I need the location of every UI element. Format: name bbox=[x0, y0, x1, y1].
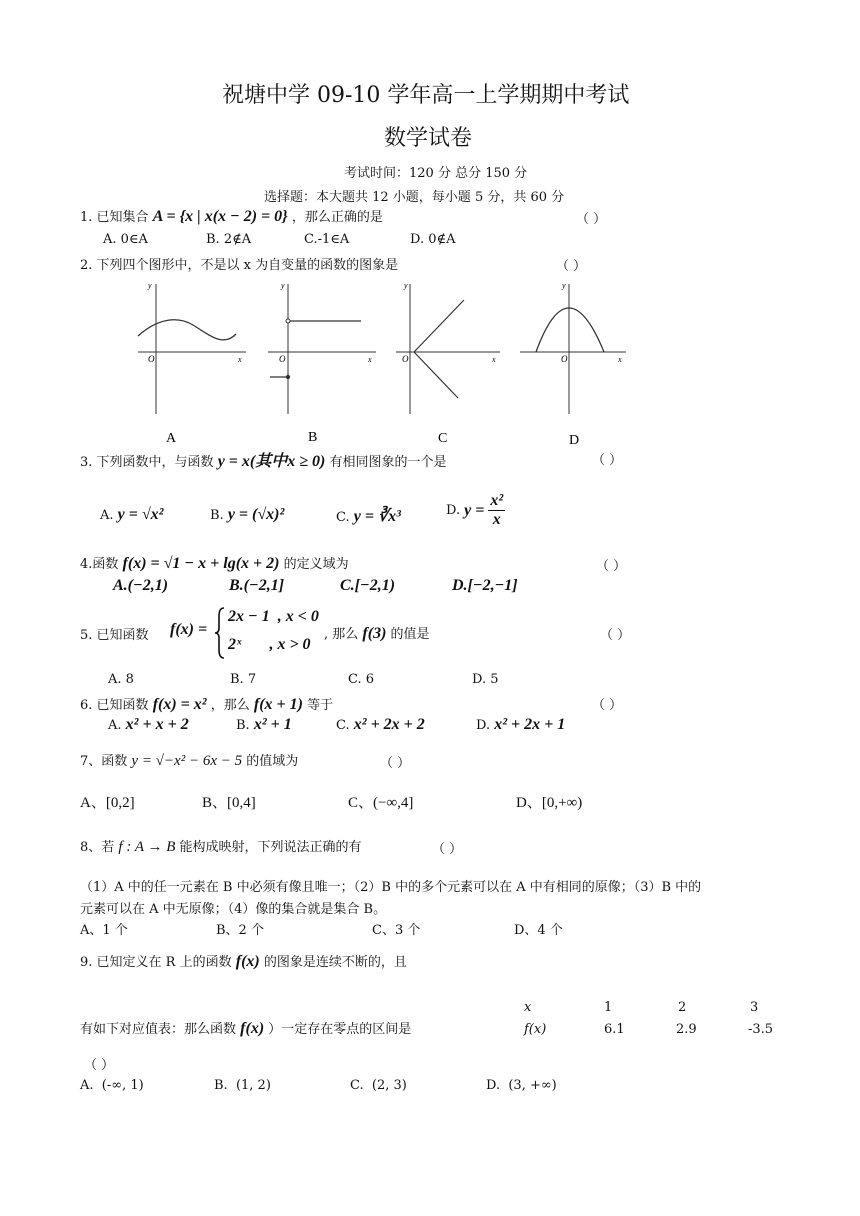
q5-post2: 的值是 bbox=[390, 627, 430, 642]
q1-post: ，那么正确的是 bbox=[291, 210, 383, 225]
q7-option-a: A、[0,2] bbox=[80, 795, 135, 811]
section-header: 选择题：本大题共 12 小题，每小题 5 分，共 60 分 bbox=[264, 190, 565, 205]
graph-c-y: y bbox=[404, 281, 408, 290]
graph-a-y: y bbox=[148, 281, 152, 290]
q6-c-math: x² + 2x + 2 bbox=[353, 716, 425, 733]
q3-math: y = x(其中x ≥ 0) bbox=[217, 453, 326, 470]
graph-label-a: A bbox=[166, 431, 177, 446]
q9-table-row-2: 2.9 bbox=[676, 1022, 697, 1037]
q9-option-a: A. (-∞, 1) bbox=[80, 1078, 144, 1093]
q3-d-numerator: x² bbox=[490, 492, 504, 509]
q6-b-label: B. bbox=[236, 718, 250, 733]
q5-pre: 5. 已知函数 bbox=[80, 628, 149, 643]
q6-d-label: D. bbox=[476, 718, 491, 733]
graph-d-y: y bbox=[562, 281, 566, 290]
q1-math: A = {x | x(x − 2) = 0} bbox=[152, 208, 288, 225]
q9-option-b: B. (1, 2) bbox=[214, 1078, 271, 1093]
q4-pre: 4.函数 bbox=[80, 557, 119, 572]
q9-answer-paren: （ ） bbox=[84, 1058, 115, 1073]
q1-option-b: B. 2∉A bbox=[206, 232, 252, 247]
q3-b-math: y = (√x)² bbox=[227, 506, 285, 523]
q5-brace bbox=[214, 606, 226, 660]
q7-pre: 7、函数 bbox=[80, 754, 128, 769]
q7-math: y = √−x² − 6x − 5 bbox=[131, 753, 243, 769]
graph-label-c: C bbox=[438, 431, 448, 446]
q3-stem bbox=[80, 448, 447, 471]
q6-a-label: A. bbox=[108, 718, 122, 733]
q4-stem bbox=[80, 553, 349, 573]
q7-post: 的值域为 bbox=[246, 754, 299, 769]
q9-table-header-1: 1 bbox=[604, 1000, 613, 1015]
q5-math2: f(3) bbox=[362, 625, 387, 642]
page-title: 祝塘中学 09-10 学年高一上学期期中考试 bbox=[222, 83, 630, 108]
q9-table-row-fx: f(x) bbox=[524, 1022, 547, 1037]
q7-answer-paren: （ ） bbox=[380, 756, 411, 771]
q9-option-c: C. (2, 3) bbox=[350, 1078, 407, 1093]
q3-pre: 3. 下列函数中，与函数 bbox=[80, 455, 214, 470]
q2-answer-paren: （ ） bbox=[556, 259, 587, 274]
q3-d-fraction bbox=[488, 492, 505, 529]
q3-d-label: D. bbox=[446, 503, 461, 518]
q6-math2: f(x + 1) bbox=[253, 696, 303, 713]
graph-c bbox=[396, 281, 500, 414]
q8-option-b: B、2 个 bbox=[216, 923, 264, 938]
q8-stem bbox=[80, 836, 362, 856]
q9-table-row-3: -3.5 bbox=[748, 1022, 774, 1037]
graph-label-d: D bbox=[569, 433, 580, 448]
q8-option-a: A、1 个 bbox=[80, 923, 128, 938]
q9-table-row-1: 6.1 bbox=[604, 1022, 625, 1037]
q3-d-denominator: x bbox=[492, 511, 501, 528]
q5-lhs: f(x) = bbox=[170, 621, 208, 638]
q9-table-header-3: 3 bbox=[750, 1000, 759, 1015]
graph-a-o: O bbox=[148, 354, 155, 364]
q6-b-math: x² + 1 bbox=[253, 716, 292, 733]
graph-c-x: x bbox=[492, 355, 496, 364]
q6-answer-paren: （ ） bbox=[592, 698, 623, 713]
q9-table-header-x: x bbox=[524, 1000, 532, 1015]
q3-a-label: A. bbox=[100, 508, 114, 523]
q8-option-c: C、3 个 bbox=[372, 923, 421, 938]
q8-math: f : A → B bbox=[118, 839, 176, 855]
q6-post: 等于 bbox=[307, 698, 334, 713]
q4-post: 的定义域为 bbox=[283, 557, 349, 572]
q4-option-a: A.(−2,1) bbox=[113, 577, 169, 594]
q9-line2-pre: 有如下对应值表：那么函数 bbox=[80, 1022, 237, 1037]
q5-option-a: A. 8 bbox=[108, 672, 134, 687]
q1-option-a: A. 0∈A bbox=[103, 232, 148, 247]
q6-c-label: C. bbox=[336, 718, 350, 733]
q1-option-c: C.-1∈A bbox=[304, 232, 350, 247]
q9-post: 的图象是连续不断的，且 bbox=[263, 955, 407, 970]
graph-b-o: O bbox=[279, 354, 286, 364]
q8-statement-line1: （1）A 中的任一元素在 B 中必须有像且唯一；（2）B 中的多个元素可以在 A 中有相同的原像；（3）B 中的 bbox=[80, 880, 702, 895]
q5-option-b: B. 7 bbox=[230, 672, 257, 687]
q3-a-math: y = √x² bbox=[117, 506, 164, 523]
q3-d-lhs: y = bbox=[464, 501, 485, 519]
q4-option-c: C.[−2,1) bbox=[340, 577, 396, 594]
q6-d-math: x² + 2x + 1 bbox=[494, 716, 566, 733]
q5-answer-paren: （ ） bbox=[600, 628, 631, 643]
q9-stem bbox=[80, 951, 407, 971]
graph-c-o: O bbox=[402, 354, 409, 364]
q6-option-a bbox=[108, 716, 189, 734]
q4-option-d: D.[−2,−1] bbox=[452, 577, 518, 594]
q5-option-d: D. 5 bbox=[472, 672, 499, 687]
q6-pre: 6. 已知函数 bbox=[80, 698, 149, 713]
q5-tail bbox=[324, 623, 430, 643]
graph-d-x: x bbox=[618, 355, 622, 364]
q3-option-c bbox=[336, 506, 401, 526]
q6-option-b bbox=[236, 716, 292, 734]
q3-c-label: C. bbox=[336, 510, 350, 525]
graph-d-o: O bbox=[561, 354, 568, 364]
q9-option-d: D. (3, +∞) bbox=[486, 1078, 557, 1093]
q6-math: f(x) = x² bbox=[152, 696, 207, 713]
q6-option-c bbox=[336, 716, 425, 734]
q2-stem: 2. 下列四个图形中，不是以 x 为自变量的函数的图象是 bbox=[80, 258, 399, 273]
q6-option-d bbox=[476, 716, 565, 734]
q9-math: f(x) bbox=[235, 953, 260, 970]
graph-d bbox=[520, 281, 626, 414]
q3-c-math: y = ∛x³ bbox=[353, 508, 401, 525]
q5-case1: 2x − 1 , x < 0 bbox=[228, 608, 319, 625]
q8-answer-paren: （ ） bbox=[432, 842, 463, 857]
q5-case2: 2ˣ , x > 0 bbox=[228, 636, 311, 653]
q3-b-label: B. bbox=[210, 508, 224, 523]
q3-option-d bbox=[446, 492, 505, 529]
exam-info: 考试时间：120 分 总分 150 分 bbox=[344, 166, 528, 181]
q3-post: 有相同图象的一个是 bbox=[329, 455, 447, 470]
q9-table-header-2: 2 bbox=[678, 1000, 687, 1015]
q4-math: f(x) = √1 − x + lg(x + 2) bbox=[122, 555, 280, 572]
page-subtitle: 数学试卷 bbox=[384, 126, 473, 151]
q9-line2-math: f(x) bbox=[240, 1020, 265, 1037]
q3-answer-paren: （ ） bbox=[592, 453, 623, 468]
graph-b-y: y bbox=[281, 281, 285, 290]
q8-statement-line2: 元素可以在 A 中无原像；（4）像的集合就是集合 B。 bbox=[80, 902, 387, 917]
graph-b bbox=[268, 281, 376, 414]
q7-option-d: D、[0,+∞) bbox=[516, 795, 583, 811]
q7-option-c: C、(−∞,4] bbox=[348, 795, 414, 811]
graph-a bbox=[138, 281, 246, 414]
q7-stem bbox=[80, 750, 298, 770]
graph-b-x: x bbox=[368, 355, 372, 364]
q9-pre: 9. 已知定义在 R 上的函数 bbox=[80, 955, 232, 970]
graph-label-b: B bbox=[308, 430, 318, 445]
graph-a-x: x bbox=[238, 355, 242, 364]
q1-option-d: D. 0∉A bbox=[410, 232, 456, 247]
q3-option-a bbox=[100, 506, 163, 524]
q2-graphs bbox=[128, 278, 648, 448]
q8-pre: 8、若 bbox=[80, 840, 115, 855]
q1-pre: 1. 已知集合 bbox=[80, 210, 149, 225]
q1-answer-paren: （ ） bbox=[576, 212, 607, 227]
q3-option-b bbox=[210, 506, 284, 524]
q7-option-b: B、[0,4] bbox=[202, 795, 256, 811]
q9-line2 bbox=[80, 1018, 411, 1038]
q5-option-c: C. 6 bbox=[348, 672, 375, 687]
q9-line2-post: ）一定存在零点的区间是 bbox=[268, 1022, 412, 1037]
q1-stem bbox=[80, 206, 383, 226]
q6-a-math: x² + x + 2 bbox=[125, 716, 189, 733]
q4-option-b: B.(−2,1] bbox=[229, 577, 285, 594]
q6-mid: ，那么 bbox=[210, 698, 250, 713]
q8-post: 能构成映射，下列说法正确的有 bbox=[179, 840, 362, 855]
q4-answer-paren: （ ） bbox=[596, 559, 627, 574]
q5-post: , 那么 bbox=[324, 627, 359, 642]
q8-option-d: D、4 个 bbox=[514, 923, 563, 938]
q6-stem bbox=[80, 694, 333, 714]
